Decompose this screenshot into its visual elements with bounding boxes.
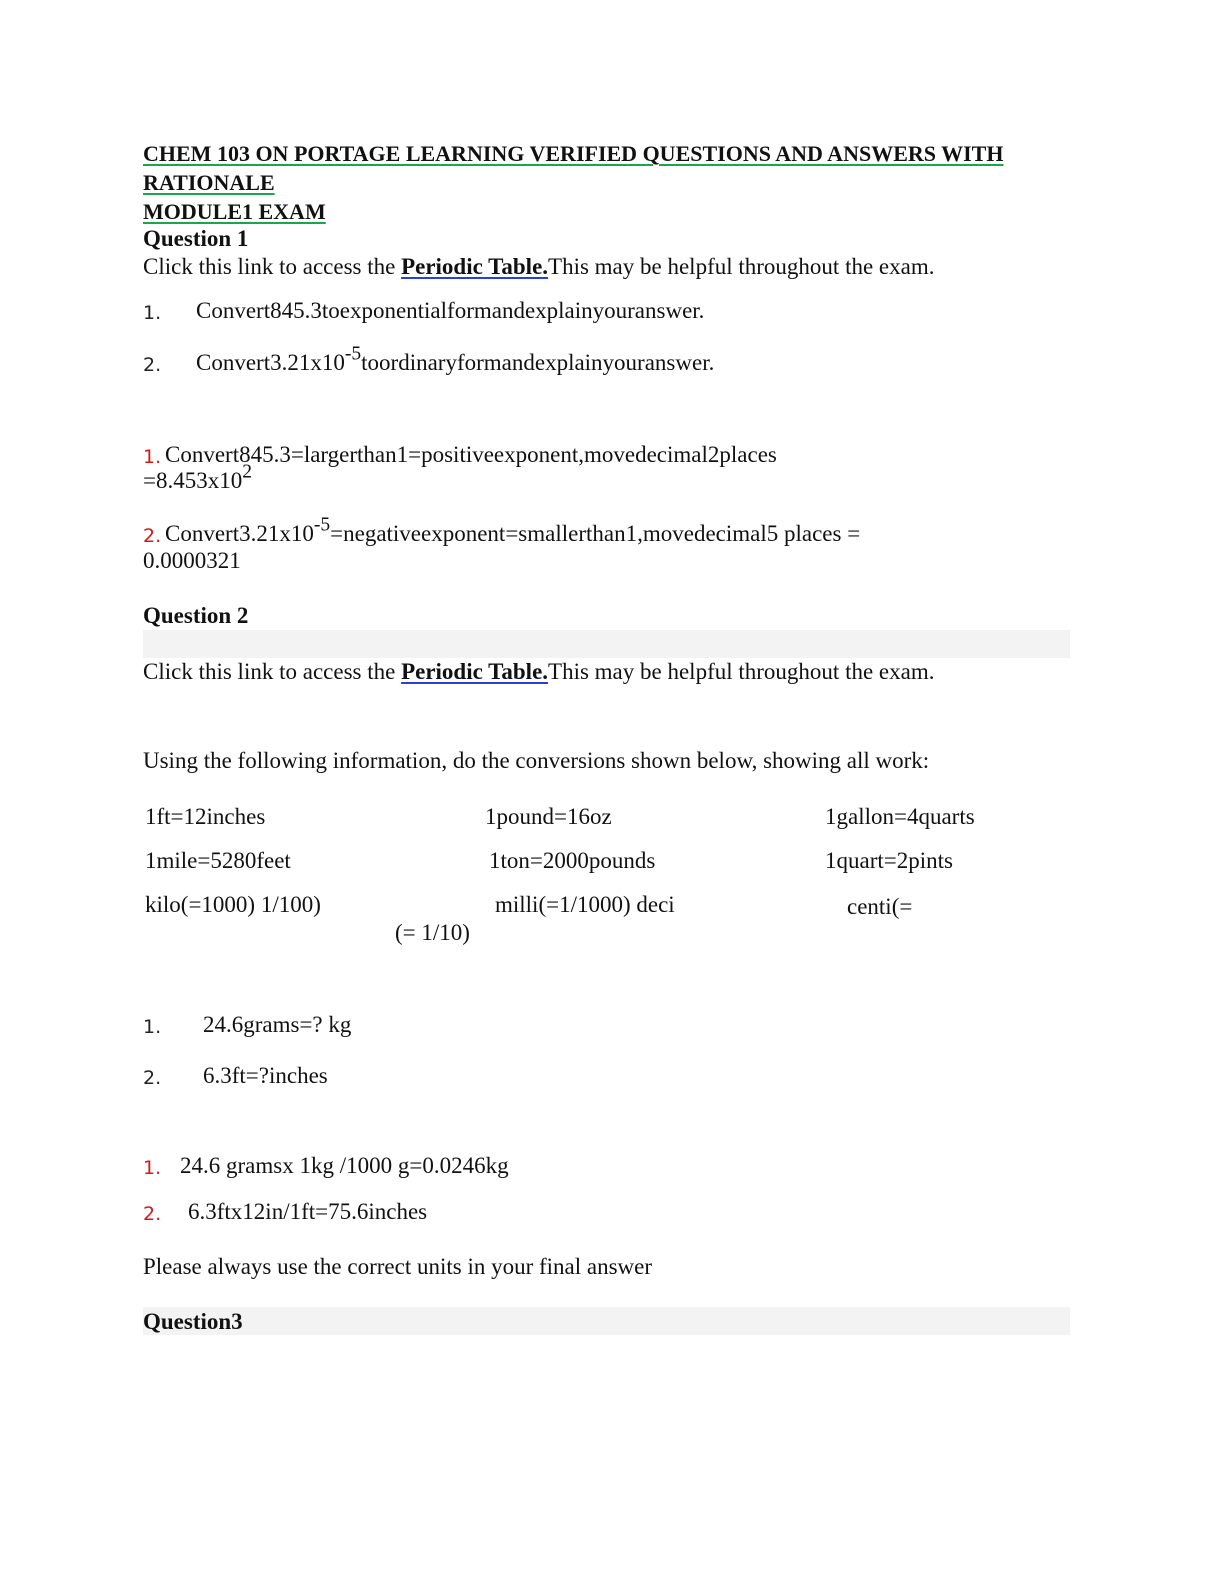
q1-answer-2-line1 — [165, 514, 861, 547]
question-2-heading: Question 2 — [143, 603, 249, 628]
q2-answer-1-number: 1. — [143, 1157, 162, 1179]
q2-item-2-number: 2. — [143, 1067, 162, 1089]
q1-answer-2-exponent: -5 — [313, 514, 331, 536]
intro-text-after: This may be helpful throughout the exam. — [548, 659, 935, 684]
question-1-intro — [143, 254, 934, 280]
intro-text: Click this link to access the — [143, 254, 402, 279]
q1-answer-2-text-b: =negativeexponent=smallerthan1,movedecimal5 places = — [330, 521, 861, 546]
document-title-line2: RATIONALE — [143, 170, 275, 195]
conversion-cell: milli(=1/1000) deci — [495, 892, 675, 917]
units-note: Please always use the correct units in your final answer — [143, 1254, 653, 1279]
q1-answer-2-text-a: Convert3.21x10 — [165, 521, 314, 546]
q1-item-2-text-b: toordinaryformandexplainyouranswer. — [361, 350, 715, 375]
conversion-instructions: Using the following information, do the conversions shown below, showing all work: — [143, 748, 930, 773]
q2-item-2-text: 6.3ft=?inches — [203, 1063, 328, 1088]
conversion-cell: centi(= — [847, 894, 913, 919]
conversion-cell: 1quart=2pints — [825, 848, 953, 873]
q1-answer-1-line1: Convert845.3=largerthan1=positiveexponent,movedecimal2places — [165, 442, 777, 467]
question-1-heading: Question 1 — [143, 226, 249, 251]
exam-name: MODULE1 EXAM — [143, 199, 326, 224]
q2-answer-2-text: 6.3ftx12in/1ft=75.6inches — [188, 1199, 428, 1224]
q1-answer-1-line2 — [143, 461, 252, 494]
q1-item-1-number: 1. — [143, 302, 162, 324]
q1-answer-1-value: =8.453x10 — [143, 468, 243, 493]
q1-item-2-text-a: Convert3.21x10 — [196, 350, 345, 375]
conversion-cell: 1mile=5280feet — [145, 848, 291, 873]
q2-answer-1-text: 24.6 gramsx 1kg /1000 g=0.0246kg — [180, 1153, 509, 1178]
conversion-cell-extra: (= 1/10) — [395, 920, 470, 945]
q1-answer-2-number: 2. — [143, 525, 162, 547]
conversion-cell: 1gallon=4quarts — [825, 804, 975, 829]
q2-item-1-number: 1. — [143, 1016, 162, 1038]
conversion-cell: kilo(=1000) 1/100) — [145, 892, 321, 917]
q1-item-1-text: Convert845.3toexponentialformandexplainyouranswer. — [196, 298, 705, 323]
q1-item-2-text — [196, 343, 715, 376]
conversion-cell: 1ton=2000pounds — [489, 848, 656, 873]
q1-answer-1-number: 1. — [143, 446, 162, 468]
q2-item-1-text: 24.6grams=? kg — [203, 1012, 352, 1037]
intro-text: Click this link to access the — [143, 659, 402, 684]
q1-item-2-number: 2. — [143, 354, 162, 376]
question-3-band — [143, 1307, 1070, 1335]
question-2-intro — [143, 659, 934, 685]
question-3-heading: Question3 — [143, 1309, 243, 1334]
conversion-cell: 1ft=12inches — [145, 804, 266, 829]
periodic-table-link[interactable]: Periodic Table. — [401, 254, 549, 279]
shaded-band — [143, 630, 1070, 658]
periodic-table-link[interactable]: Periodic Table. — [401, 659, 549, 684]
q1-item-2-exponent: -5 — [344, 343, 362, 365]
q2-answer-2-number: 2. — [143, 1203, 162, 1225]
document-title-line1: CHEM 103 ON PORTAGE LEARNING VERIFIED QUESTIONS AND ANSWERS WITH — [143, 141, 1004, 166]
q1-answer-2-line2: 0.0000321 — [143, 548, 241, 573]
intro-text-after: This may be helpful throughout the exam. — [548, 254, 935, 279]
q1-answer-1-exponent: 2 — [242, 461, 252, 483]
conversion-cell: 1pound=16oz — [485, 804, 612, 829]
